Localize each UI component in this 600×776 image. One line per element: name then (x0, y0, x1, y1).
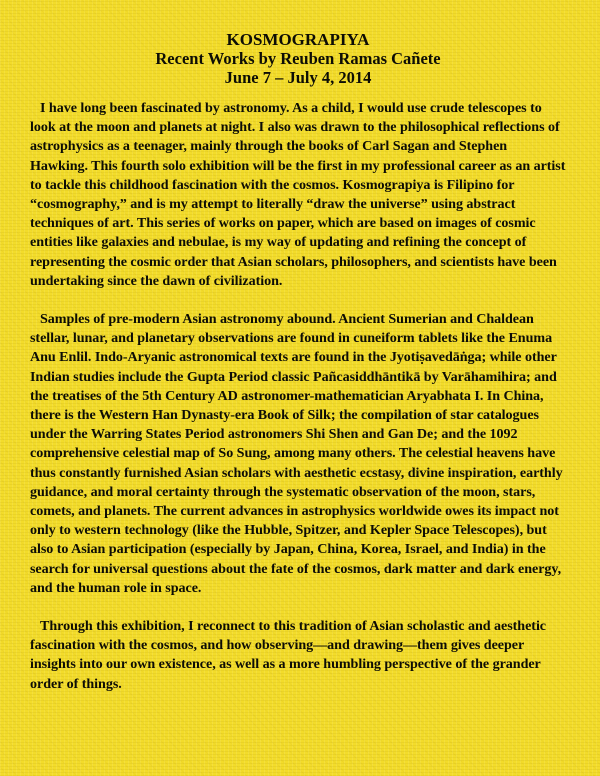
exhibition-title: KOSMOGRAPIYA (226, 30, 370, 49)
paragraph-2: Samples of pre-modern Asian astronomy abound. Ancient Sumerian and Chaldean stellar, lunar, and planetary observations are found in cuneiform tablets like the Enuma Anu Enlil. Indo-Aryanic astronomical texts are found in the Jyotiṣavedāṅga; while other Indian studies include the Gupta Period classic Pañcasiddhāntikā by Varāhamihira; and the treatises of the 5th Century AD astronomer-mathematician Aryabhata I. In China, there is the Western Han Dynasty-era Book of Silk; the compilation of star catalogues under the Warring States Period astronomers Shi Shen and Gan De; and the 1092 comprehensive celestial map of So Sung, among many others. The celestial heavens have thus constantly furnished Asian scholars with aesthetic ecstasy, divine inspiration, earthly guidance, and moral certainty through the systematic observation of the moon, stars, comets, and planets. The current advances in astrophysics worldwide owes its impact not only to western technology (like the Hubble, Spitzer, and Kepler Space Telescopes), but also to Asian participation (especially by Japan, China, Korea, Israel, and India) in the search for universal questions about the fate of the cosmos, dark matter and dark energy, and the human role in space. (30, 311, 563, 596)
exhibition-subtitle: Recent Works by Reuben Ramas Cañete (155, 49, 441, 68)
paragraph-1: I have long been fascinated by astronomy. As a child, I would use crude telescopes to look at the moon and planets at night. I also was drawn to the philosophical reflections of astrophysics as a teenager, mainly through the books of Carl Sagan and Stephen Hawking. This fourth solo exhibition will be the first in my professional career as an artist to tackle this childhood fascination with the cosmos. Kosmograpiya is Filipino for “cosmography,” and is my attempt to literally “draw the universe” using abstract techniques of art. This series of works on paper, which are based on images of cosmic entities like galaxies and nebulae, is my way of updating and refining the concept of representing the cosmic order that Asian scholars, philosophers, and scientists have been undertaking since the dawn of civilization. (30, 100, 566, 289)
paragraph-3: Through this exhibition, I reconnect to this tradition of Asian scholastic and aesthetic fascination with the cosmos, and how observing—and drawing—them gives deeper insights into our own existence, as well as a more humbling perspective of the grander order of things. (30, 618, 547, 692)
document-body (30, 99, 566, 694)
exhibition-dates: June 7 – July 4, 2014 (224, 68, 372, 87)
document-header (30, 30, 566, 87)
